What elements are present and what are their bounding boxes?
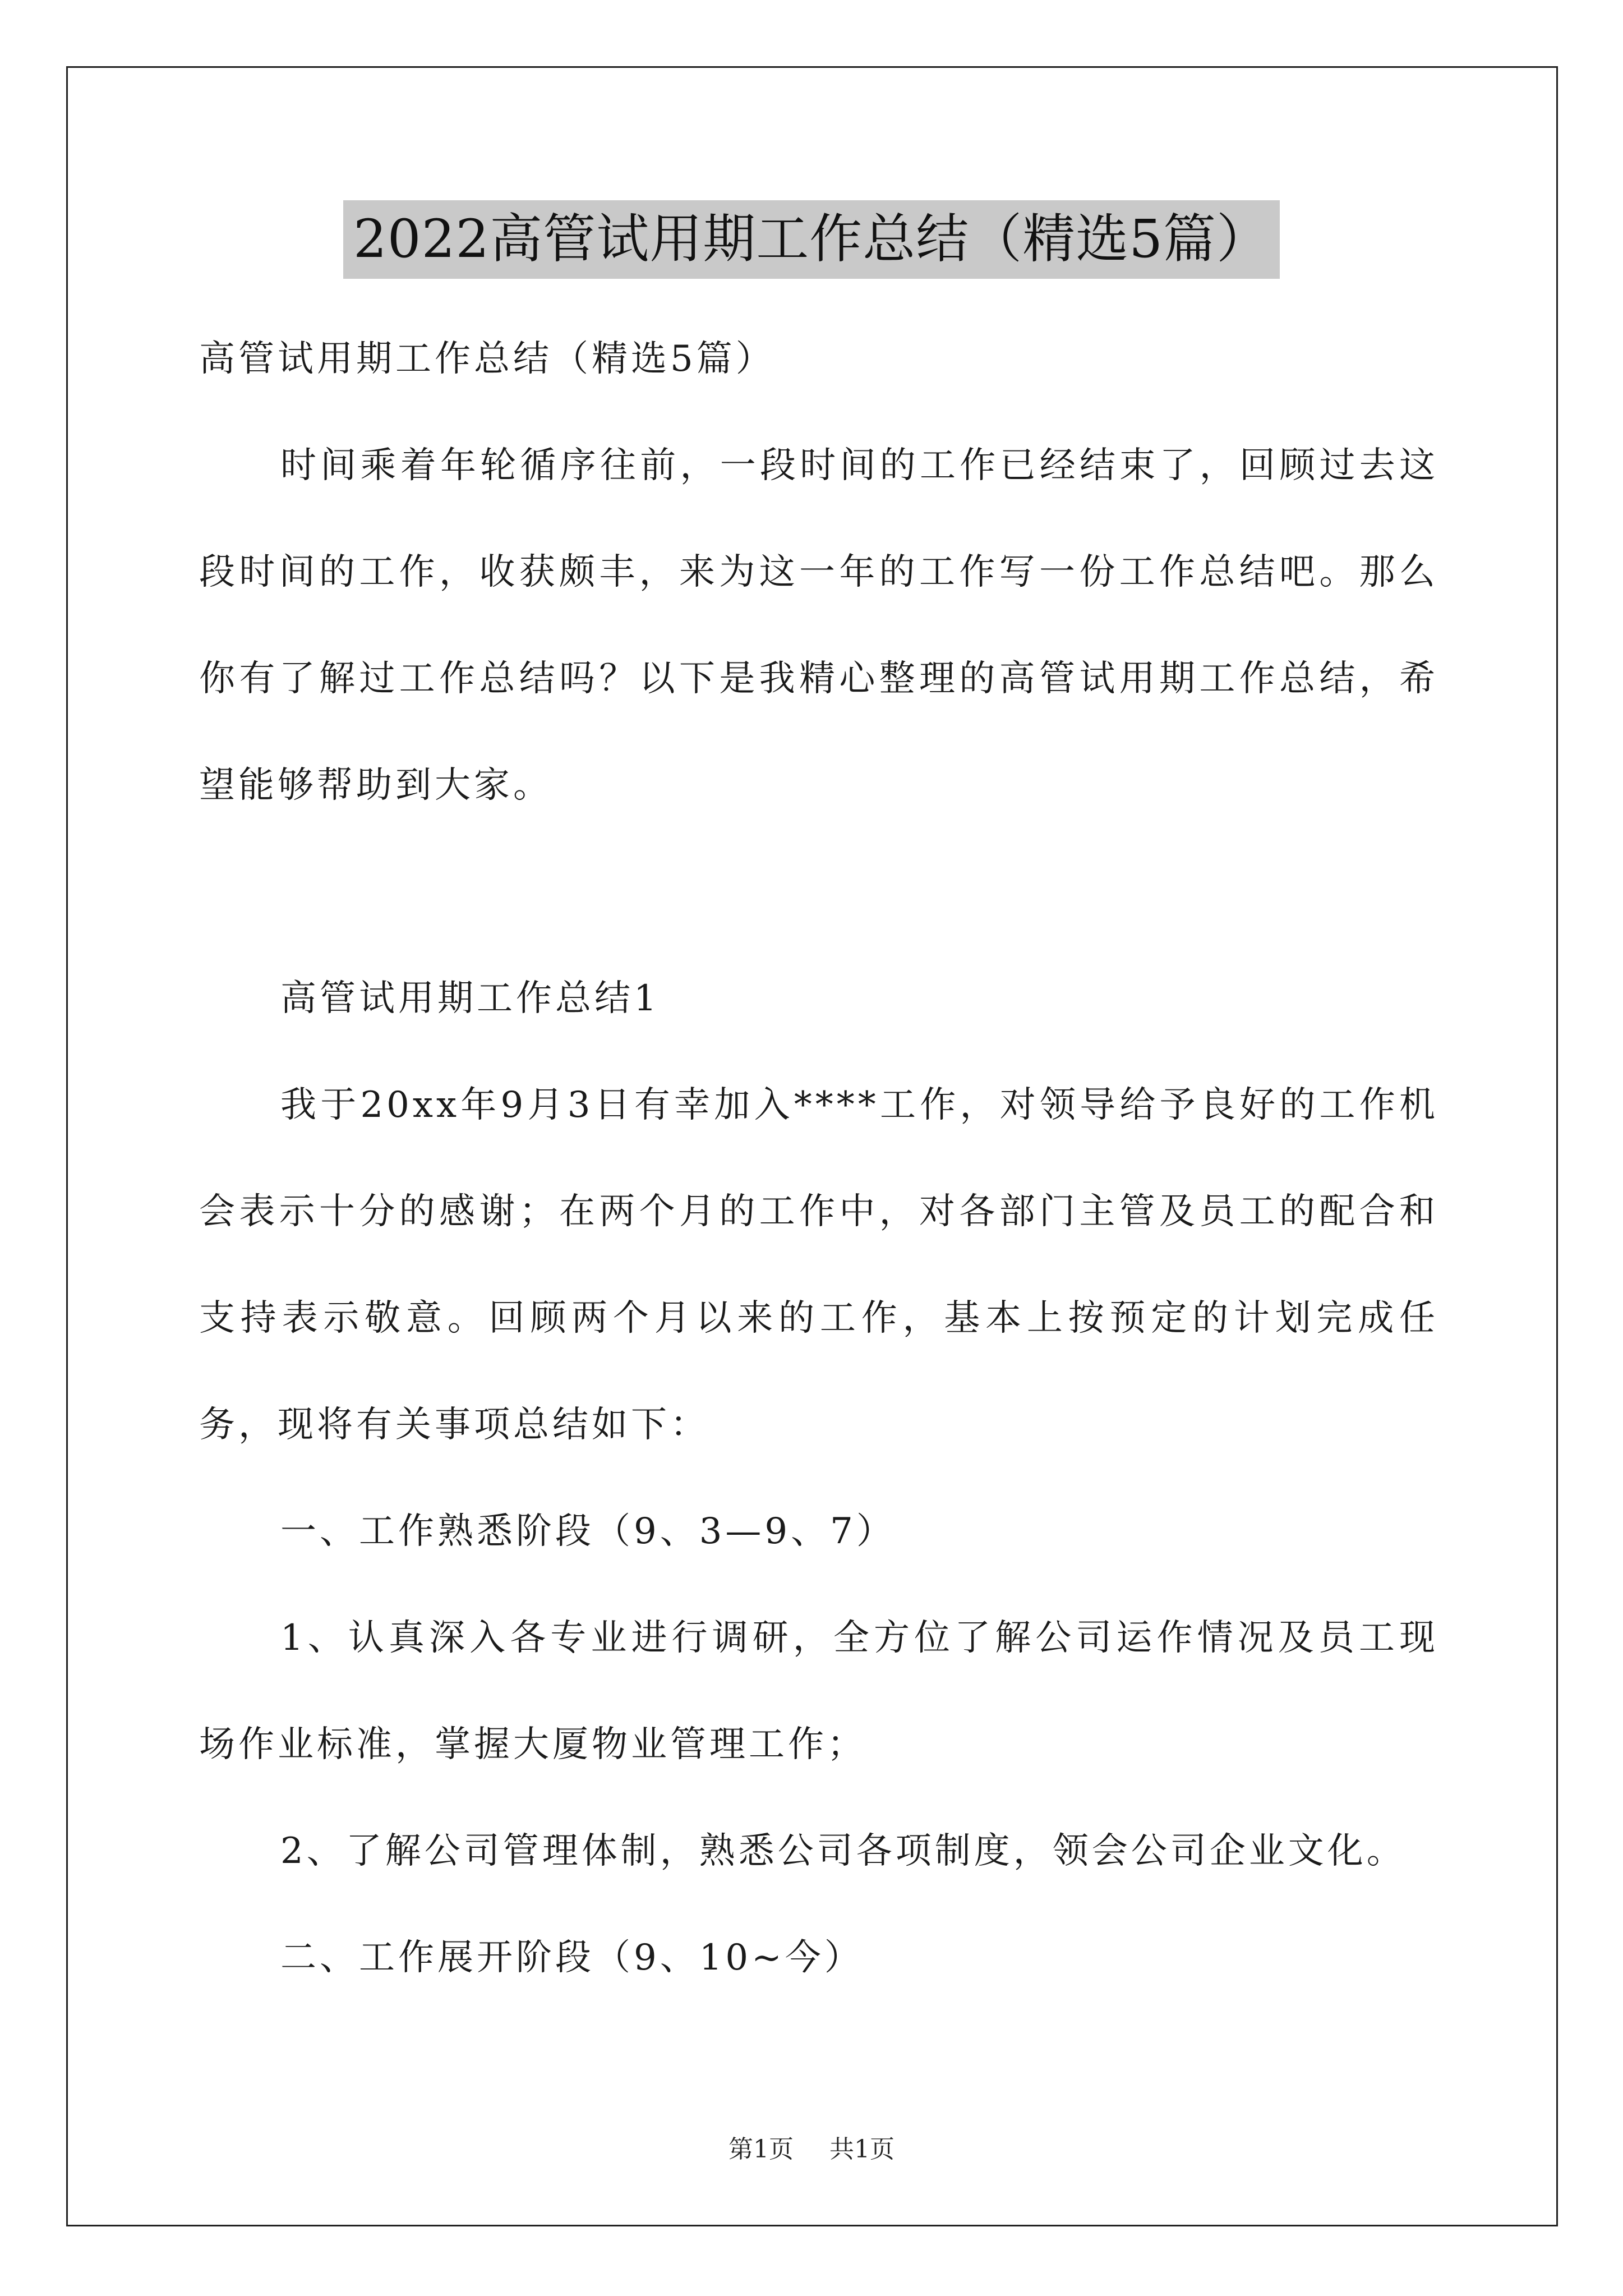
title-container: [0, 200, 1623, 279]
intro-paragraph: 时间乘着年轮循序往前，一段时间的工作已经结束了，回顾过去这段时间的工作，收获颇丰，来为这一年的工作写一份工作总结吧。那么你有了解过工作总结吗？以下是我精心整理的高管试用期工作总结，希望能够帮助到大家。: [199, 445, 1438, 806]
document-body: [199, 306, 1438, 2011]
phase-heading: 二、工作展开阶段（9、10~今）: [280, 1937, 864, 1978]
section-heading: 高管试用期工作总结1: [280, 978, 660, 1019]
list-item: 2、了解公司管理体制，熟悉公司各项制度，领会公司企业文化。: [280, 1830, 1406, 1872]
list-item: 1、认真深入各专业进行调研，全方位了解公司运作情况及员工现场作业标准，掌握大厦物业管理工作；: [199, 1617, 1438, 1765]
document-title: 2022高管试用期工作总结（精选5篇）: [343, 200, 1280, 279]
blank-line: [199, 839, 1438, 945]
body-paragraph: 我于20xx年9月3日有幸加入****工作，对领导给予良好的工作机会表示十分的感谢；在两个月的工作中，对各部门主管及员工的配合和支持表示敬意。回顾两个月以来的工作，基本上按预定的计划完成任务，现将有关事项总结如下：: [199, 1084, 1438, 1446]
page-number: 第1页: [728, 2135, 794, 2164]
page-total: 共1页: [829, 2135, 895, 2164]
subtitle: 高管试用期工作总结（精选5篇）: [199, 338, 775, 380]
page-footer: [0, 2129, 1623, 2165]
phase-heading: 一、工作熟悉阶段（9、3—9、7）: [280, 1511, 896, 1552]
